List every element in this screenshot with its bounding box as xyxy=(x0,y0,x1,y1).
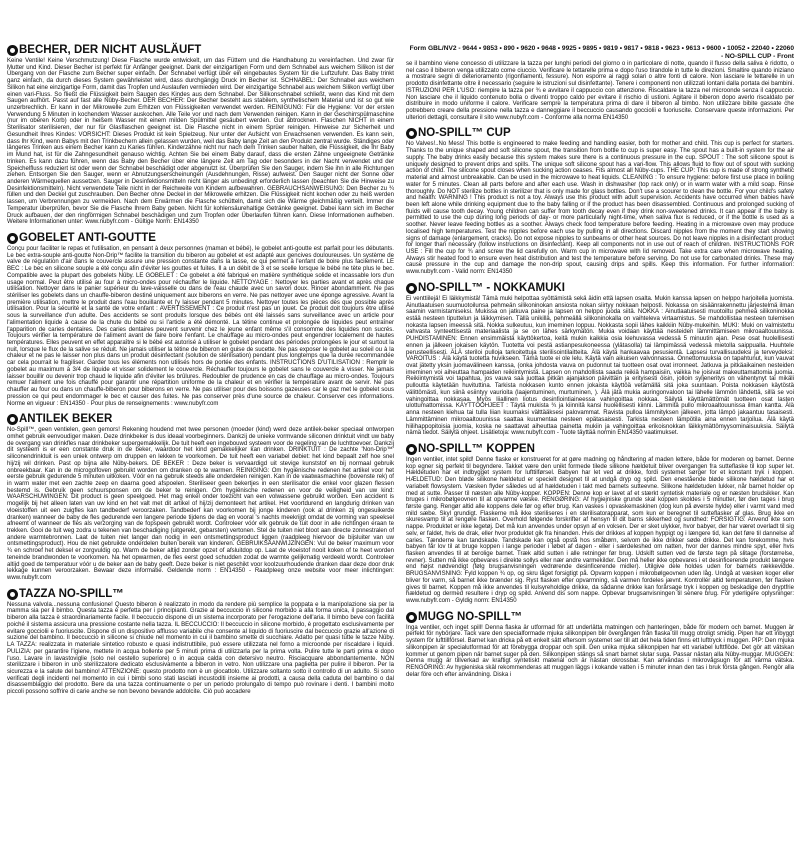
section-dutch xyxy=(7,413,394,582)
section-title-text: BECHER, DER NICHT AUSLÄUFT xyxy=(19,44,202,56)
section-swedish xyxy=(406,611,794,679)
section-title-text: MUGG NO-SPILL™ xyxy=(418,610,523,623)
section-title xyxy=(406,282,794,295)
section-title-text: NO-SPILL™ CUP xyxy=(418,127,511,140)
section-title-text: ANTILEK BEKER xyxy=(19,413,113,426)
section-title xyxy=(7,588,394,601)
left-column xyxy=(7,0,394,841)
section-title xyxy=(406,127,794,140)
italian-continuation: se il bambino viene concesso di utilizzare la tazza per lunghi periodi del giorno o in particolare di notte, quando il flusso della saliva è ridotto, o nel caso il biberon venga utilizzato come ciuccio. Verificare le tettarelle prima e dopo l'uso tirandole in tutte le direzioni. Smaltire quando iniziano a mostrare segni di deterioramento (rigonfiamenti, fessure). Non esporre ai raggi solari o altre fonti di calore. Non lasciare le tettarelle in un prodotto disinfettante oltre il necessario (seguire le istruzioni sul disinfettante). Tenere i componenti non utilizzati lontani dalla portata dei bambini. ISTRUZIONI PER L'USO: riempire la tazza per ¾ e avvitare il cappuccio con attenzione. Riscaldare la tazza nel microonde senza il cappuccio. Non lasciare che il liquido contenuto bolla o diventi troppo caldo per evitare il rischio di ustioni. Agitare il biberon dopo averlo riscaldato per distribuire in modo uniforme il calore. Verificare sempre la temperatura prima di dare il biberon al bimbo. Non utilizzare bibite gassate che potrebbero creare della pressione nella tazza e danneggiare il beccuccio causando gocciolii e fuoriuscite. Conservare queste informazioni. Per ulteriori dettagli, consultare il sito www.nubyfr.com - Conforme alla norma EN14350 xyxy=(406,61,794,121)
section-italian xyxy=(7,588,394,696)
section-body: Keine Ventile! Keine Verschmutzung! Diese Flasche wurde entwickelt, um das Füttern und die Handhabung zu vereinfachen. Und zwar für Mutter und Kind. Dieser Becher ist perfekt für Anfänger geeignet. Dank der einzigartigen Form und dem Schnabel aus weichem Silikon ist der Übergang von der Flasche zum Becher super einfach. Der Schnabel verfügt über ein eingebautes System für die Luftzufuhr. Das Baby trinkt ganz einfach, da durch dieses System gewährleistet wird, dass durchgängig Druck im Becher ist. SCHNABEL: Der Schnabel aus weichem Silikon hat eine einzigartige Form, damit das Tropfen und Auslaufen vermieden wird. Der einzigartige Schnabel aus weichem Silikon verfügt über einen vari-Fluss. So fließt die Flüssigkeit beim Saugen des Kindes aus dem Schnabel. Der Silikonschnabel schließt, wenn das Kind mit dem Saugen aufhört. Passt auf fast alle Nûby-Becher. DER BECHER: Der Becher besteht aus stabilem, synthetischem Material und ist so gut wie unzerbrechlich. Er kann in der Mikrowelle zum Erhitzen von Flüssigkeiten verwendet werden. REINIGUNG: Für die Hygiene: Vor der ersten Verwendung 5 Minuten in kochendem Wasser auskochen. Alle Teile vor und nach dem Verwenden reinigen. Kann in der Geschirrspülmaschine (nur im oberen Korb) oder in heißem Wasser mit einem milden Spülmittel gesäubert werden. Gut abtrocknen. Flaschen NICHT in einem Sterilisator sterilisieren, der nur für Glasflaschen geeignet ist. Die Flasche nicht in einem Sprüer reinigen. Hinweise zur Sicherheit und Gesundheit Ihres Kindes: VORSICHT: Dieses Produkt ist kein Spielzeug. Nur unter der Aufsicht von Erwachsenen verwenden. Es kann sein, dass Ihr Kind, wenn Babys mit den Trinkbechern allein gelassen wurden, weil das Baby lange Zeit an den Produkt zentral wurde. Ständiges oder längeres Trinken aus einem Becher kann zu Karies führen. Kinderzähne nicht nur nach dem Trinken sauber halten, die Flüssigkeit, die Ihr Baby im Mund hat, ist für die Zahngesundheit genauso wichtig. Achten Sie bei einem Baby darauf, dass die ersten Zähne ungeeignete Getränke trinken. Es kann dazu führen, wenn das Baby den Becher über eine längere Zeit am Tag oder besonders in der Nacht verwendet und der Speichelfluss reduziert ist oder wenn der Schnabel beschädigt oder abgenutzt ist. Überprüfen Sie den Sauger, indem Sie ihn in alle Richtungen ziehen. Entsorgen Sie den Sauger, wenn er Abnutzungserscheinungen (Ausdehnungen, Risse) aufweist. Den Sauger nicht der Sonne oder anderen Wärmequellen aussetzen. Sauger in Desinfektionsmitteln nicht länger als unbedingt erforderlich lassen (beachten Sie die Hinweise zu Desinfektionsmitteln). Nicht verwendete Teile nicht in der Reichweite von Kindern aufbewahren. GEBRAUCHSANWEISUNG: Den Becher zu ¾ füllen und den Deckel gut zuschrauben. Den Becher ohne Deckel in der Mikrowelle erhitzen. Die Flüssigkeit nicht kochen oder zu heiß werden lassen, um Verbrennungen zu vermeiden. Nach dem Erwärmen die Flasche schütteln, damit sich die Wärme gleichmäßig verteilt. Immer die Temperatur überprüfen, bevor Sie die Flasche Ihrem Baby geben. Nicht für kohlensäurehaltige Getränke geeignet. Dabei kann sich im Becher Druck aufbauen, der den ringförmigen Schnabel beschädigen und zum Tropfen oder Überlaufen führen kann. Diese Informationen aufheben. Weitere Informationen unter: www.nubyfr.com - Gültige Norm: EN14350 xyxy=(7,58,394,226)
section-title xyxy=(7,232,394,245)
section-body: Inga ventiler, och inget spill! Denna flaska är utformad för att underlätta matningen och hanteringen, både för modern och barnet. Muggen är perfekt för nybörjare. Tack vare den specialformade mjuka silikonpipen blir övergången från flaska till mugg otroligt smidig. Pipen har ett inbyggt system för lufttillförsel. Barnet kan dricka på ett enkelt sätt eftersom systemet ser till att det hela tiden finns ett lufttryck i muggen. PIP: Den mjuka silikonpipen är specialutformad för att förebygga droppar och spill. Den unika mjuka silikonpipen har ett variabel lufttflöde. Det gör att vätskan kommer ut genom pipen när barnet suger på den. Silikonpipen stängs så snart barnet slutar suga. Passar nästan alla Nûby-muggar. MUGGEN: Denna mugg är tillverkad av kraftigt syntetiskt material och är nästan okrossbar. Kan användas i mikrovågsugn för att värma vätska. RENGÖRING: Av hygieniska skäl rekommenderas att muggen läggs i kokande vatten i 5 minuter innan den tas i bruk första gången. Rengör alla delar före och efter användning. Diska i xyxy=(406,624,794,678)
nuby-logo-icon xyxy=(406,283,417,294)
nuby-logo-icon xyxy=(7,45,18,56)
section-body: Nessuna valvola...nessuna confusione! Questo biberon è realizzato in modo da rendere più semplice la poppata e la manipolazione sia per la mamma sia per il bimbo. Questa tazza è perfetta per i principianti. Grazie al beccuccio in silicone morbido a alla forma unica, il passaggio dal biberon alla tazza è straordinariamente facile. Il beccuccio dispone di un sistema incorporato per l'erogazione dell'aria. Il bimbo beve con facilità poiché il sistema assicura una pressione costante nella tazza. IL BECCUCCIO: Il beccuccio in silicone morbido, è progettato esclusivamente per evitare gocciolii e fuoriuscite. Dispone di un dispositivo afflusso variabile che consente al liquido di fuoriuscire dal beccuccio grazie all'azione di suzione del bambino. Il beccuccio in silicone si chiude nel momento in cui il bambino smette di succhiare. Adatto per quasi tutte le tazze Nûby. LA TAZZA: realizzata in materiale sintetico robusto e quasi indistruttibile, può essere utilizzata nel forno a microonde per riscaldare i liquidi. PULIZIA: per garantire l'igiene, mettete in acqua bollente per 5 minuti prima di utilizzarla per la prima volta. Pulire tutte le parti prima e dopo l'uso. Lavare in lavastoviglie (solo nel cestello superiore) o in acqua calda con detersivo neutro. Risciacquare abbondantemente. NON sterilizzare i biberon in uno sterilizzatore dedicato esclusivamente a biberon in vetro. Non utilizzare una paglietta per pulire il biberon. Per la sicurezza e la salute del bambino! ATTENZIONE: questo prodotto non è un giocattolo. Utilizzare soltanto sotto il controllo di un adulto. Si sono verificati degli incidenti nel momento in cui i bimbi sono stati lasciati incustoditi insieme ai prodotti, a causa della caduta del bambino o dal disassemblaggio del prodotto. Bere da una tazza continuamente o per un periodo prolungato di tempo può rovinare i denti. I bambini molto piccoli possono soffrire di carie anche se non bevono bevande addolcite. Ciò può accadere xyxy=(7,601,394,696)
section-title xyxy=(7,413,394,426)
nuby-logo-icon xyxy=(406,444,417,455)
section-body: Ingen ventiler, intet spild! Denne flaske er konstrueret for at gøre madning og håndtering af maden lettere, både for moderen og barnet. Denne kop egner sig perfekt til begyndere. Takket være den unikt formede tilede silikone hældetuit bliver overgangen fra sutteflaske til kop super let. Hældetuden har et indbygget system for lufttilførsel. Babyen har let ved at drikke, fordi systemet sørger for et konstant tryk i koppen. HÆLDETUD: Den bløde silikone hældetud er specielt designet til at undgå dryp og spild. Den enestående bløde silikone hældetud har et variabelt flowsystem. Væsken flyder således ud af hældetuden i takt med barnets sutteevne. Silikone hældetuden lukker, når barnet holder op med at sutte. Passer til næsten alle Nûby-kopper. KOPPEN: Denne kop er lavet af et stærkt syntetisk materiale og er næsten brudsikker. Kan bruges i mikrobølgeovnen til at opvarme væske. RENGØRING: Af hygiejniske grunde skal koppen skoldes i 5 minutter, før den tages i brug første gang. Rengør altid alle koppens dele før og efter brug. Kan vaskes i opvaskemaskinen (dog kun på øverste hylde) eller i varmt vand med mild sæbe. Skyl grundigt. Flaskerne må ikke steriliseres i en sterilisatorapparat, som kun er beregnet til sutteflasker af glas. Brug ikke en skuresvamp til at rengøre flasken. Overhold følgende forskrifter af hensyn til dit barns sikkerhed og sundhed: FORSIGTIG: Anvend ikte som nappe. Produktet er ikke legetøj. Det må kun anvendes under opsyn af en voksen. Der er sket ulykker, hvor babyer, der har været overladt til sig selv, er faldet, hvis de drak, eller hvor produktet gik fra hinanden. Hvis der drikkes af koppen hyppigt og i længere tid, kan det føre til dannelse af caries. Tænderne kan tandskade. Tandskade kan også opstå hos småbørn, selvom de ikke drikker søde drikke. Det kan forekomme, hvis babyen får lov til at bruge koppen i lange perioder i løbet af dagen - eller i særdeleshed om natten, hvor der dannes mindre spyt, eller hvis flasken anvendes til at berolige barnet. Træk altid sutten i alle retninger før brug. Udskift sutten ved de første tegn på slitage (forstørrelse, revner). Sutten må ikke opbevares i direkte sollys eller nær andre varmekilder. Den må heller ikke opbevares i et desinficerende produkt længere end højst nødvendigt (følg brugsanvisningen vedrørende desinficerende midler). Utilgive dele holdes uden for barnets rækkevidde. BRUGSANVISNING: Fyld koppen ¾ op, og skru låget forsigtigt på. Opvarm koppen i mikrobølgeovnen uden låg. Undgå at væsken koger eller bliver for varm, så barnet ikke brænder sig. Ryst flasken efter opvarmning, så varmen fordeles jævnt. Kontrollér altid temperaturen, før flasken gives til barnet. Koppen må ikke anvendes til kulsyreholdige drikke, da sådanne drikke kan forårsage tryk i koppen og beskadige den dryptfrie hældetud og dermed resultere i dryp og spild. Anvend dis som nappe. Opbevar brugsanvisningen til senere brug. For yderligere oplysninger: www.nubyfr.com - Gyldig norm: EN14350 xyxy=(406,456,794,605)
section-body: Conçu pour faciliter le repas et l'utilisation, en pensant à deux personnes (maman et bébé), le gobelet anti-goutte est parfait pour les débutants. Le bec extra-souple anti-goutte Non-Drip™ facilite la transition du biberon au gobelet et est adapté aux gencives douloureuses. Un système de valve de régulation d'air dans le couvercle assure une pression constante dans la tasse, ce qui permet à l'enfant de boire plus facilement. LE BEC : Le bec en silicone souple a été conçu afin d'éviter les gouttes et fuites. Il a un débit de 3 et se scelle lorsque le bébé ne tète plus le bec. Compatible avec la plupart des gobelets Nûby. LE GOBELET : Ce gobelet a été fabriqué en matière synthétique solide et incassable lors d'un usage normal. Peut être utilisé au four à micro-ondes pour réchauffer le liquide. NETTOYAGE : Nettoyer les parties avant et après chaque utilisation. Nettoyer dans le panier supérieur du lave-vaisselle ou dans de l'eau chaude avec un savon doux. Rincer abondamment. Ne pas stériliser les gobelets dans un chauffe-biberon destiné uniquement aux biberons en verre. Ne pas nettoyer avec une éponge agressive. Avant la première utilisation, mettre le produit dans l'eau bouillante et l'y laisser pendant 5 minutes. Nettoyer toutes les pièces dès que possible après utilisation. Pour la sécurité et la santé de votre enfant : AVERTISSEMENT : Ce produit n'est pas un jouet. Ce produit doit toujours être utilisé sous la surveillance d'un adulte. Des accidents se sont produits lorsque des bébés ont été laissés sans surveillance avec un article pour l'alimentation liquide à cause de la chute du bébé ou si l'article a été démonté. La tétine continue et prolongée de liquides peut entraîner l'apparition de caries dentaires. Des caries dentaires peuvent survenir chez le jeune enfant même s'il consomme des liquides non sucrés. Toujours vérifier la température de l'aliment avant de faire boire l'enfant. Le chauffage au micro-ondes peut engendrer localement de hautes températures. Elles peuvent en effet apparaître si le bébé est autorisé à utiliser le gobelet pendant des périodes prolongées le jour et surtout la nuit, lorsque le flux de la salive se réduit. Ne jamais utiliser la tétine de biberon en guise de sucette. Ne pas exposer le gobelet au soleil ou à la chaleur et ne pas le laisser non plus dans un produit désinfectant (solution de stérilisation) pendant plus longtemps que la durée recommandée car cela pourrait le fragiliser. Garder tous les éléments non utilisés hors de portée des enfants. INSTRUCTIONS D'UTILISATION : Remplir le gobelet au maximum à 3/4 de liquide et visser solidement le couvercle. Réchauffer toujours le gobelet sans le couvercle à visser. Ne jamais laisser bouillir ou devenir trop chaud le liquide afin d'éviter les brûlures. Redoubler de prudence en cas de chauffage au micro-ondes. Toujours remuer l'aliment une fois chauffé pour garantir une répartition uniforme de la chaleur et en vérifier la température avant de servir. Ne pas chauffer au four ou dans un chauffe-biberon pour biberons en verre. Ne pas utiliser pour des boissons gazeuses car le gaz met le gobelet sous pression ce qui peut endommager le bec et causer des fuites. Ne pas conserver près d'une source de chaleur. Conserver ces informations. Norme en vigueur : EN14350 · Pour plus de renseignements : www.nubyfr.com xyxy=(7,245,394,407)
nuby-logo-icon xyxy=(406,128,417,139)
section-title-text: GOBELET ANTI-GOUTTE xyxy=(19,231,156,244)
nuby-logo-icon xyxy=(7,589,18,600)
section-finnish xyxy=(406,282,794,437)
form-header: Form GBL/NV2 - 9644 • 9853 • 890 • 9620 • 9648 • 9925 • 9895 • 9819 • 9817 • 9818 • 9623 • 9613 • 9600 • 10052 • 22040 • 22060 - NO-SPILL CUP - Front xyxy=(409,45,794,60)
section-title xyxy=(7,44,394,57)
section-german xyxy=(7,44,394,226)
nuby-logo-icon xyxy=(7,233,18,244)
section-french xyxy=(7,232,394,407)
section-title-text: NO-SPILL™ - NOKKAMUKI xyxy=(418,281,565,294)
section-title-text: TAZZA NO-SPILL™ xyxy=(19,587,124,600)
section-title xyxy=(406,443,794,456)
section-body: No Valves!..No Mess! This bottle is engineered to make feeding and handling easier, both for mother and child. This cup is perfect for starters. Thanks to the unique shaped and soft silicone spout, the transition from bottle to cup is super easy. The spout has a built-in system for the air supply. The baby drinks easily because this system makes sure there is a continuous pressure in the cup. SPOUT : The soft silicone spout is uniquely designed to prevent drips and spills. The unique soft silicone spout has a vari-flow. This allows fluid to flow out of spout with sucking action of child. The silicone spout closes when sucking action ceases. Fits almost all Nûby-cups. THE CUP: This cup is made of strong synthetic material and almost unbreakable. Can be used in the microwave to heat liquids. CLEANING : To ensure hygiene: before first use place in boiling water for 5 minutes. Clean all parts before and after each use. Wash in dishwasher (top rack only) or in warm water with a mild soap. Rinse thoroughly. Do NOT sterilize bottles in sterilizer that is only made for glass bottles. Don't use a scourer to clean the bottle. For your child's safety and health: WARNING ! This product is not a toy. Always use this product with adult supervision. Accidents have occurred when babies have been left alone while drinking equipment due to the baby falling or if the product has been disassembled. Continuous and prolonged sucking of fluids will cause tooth decay. Young children can suffer from tooth decay even if they drink non-sweetened drinks. It can appear if the baby is permitted to use the cup during long periods of day- or more particularly night-time, when saliva flux is reduced, or if the bottle is used as a soother. Never leave feeding bottles as a soother. Always check food temperature before feeding. Heating in a microwave oven may produce localised high temperatures. Test the nipples before each use by pulling in all directions. Discard nipples from the moment they start showing signs of damage (enlargement, cracks). Do not expose nipples to sunbeams or other heat sources. Do not leave nipples in a disinfectant product for longer than necessary (follow instructions on disinfectant). Keep all components not in use out of reach of children. INSTRUCTIONS FOR USE : Fill the cup for ¾ and screw the lid carefully on. Warm cup in microwave with lid removed. Take extra care when microwave heating. Always stir heated food to ensure even heat distribution and test the temperature before serving. Do not use for carbonated drinks. These may cause pressure in the cup and damage the non-drip spout, causing drips and spills. Keep this information. For further information: www.nubyfr.com - Valid norm: EN14350 xyxy=(406,141,794,276)
nuby-logo-icon xyxy=(7,414,18,425)
right-column xyxy=(406,0,794,841)
section-body: No-Spill™, geen ventielen, geen gemors! Rekening houdend met twee personen (moeder (kind) werd deze antilek-beker speciaal ontworpen omhet gebruik eenvoudiger maken. Deze drinkbeker is dus ideaal voorbeginners. Dankzij de unieke vormvande siliconen drinktuit vindt uw baby de overgang van drinkfles naar drinkbeker supergemakkelijk. De tuit heeft een ingebouwd systeem voor de regeling van de luchttoevoer. Dankzij dit systeem is er een constante druk in de beker, waardoor het kind gemakkelijker kan drinken. DRINKTUIT : De zachte 'Non-Drip™' siliconendrinktuit is een uniek ontwerp om druppen en lekken te voorkomen. De tuit heeft een variabel debiet: het kind bepaalt zelf hoe snel hij/zij wil drinken. Past op bijna alle Nûby-bekers. DE BEKER : Deze beker is vervaardigd uit stevige kunststof en bij normaal gebruik onbreekbaar. Kan in de microgolfoven gebruikt worden om dranken op te warmen. REINIGING: Om hygiënische redenen het artikel voor het eerste gebruik gedurende 5 minuten uitkoken. Vóór en na gebruik steeds alle onderdelen reinigen. Kan in de vaatwasmachine (bovenste rek) of in warm water met een zachte zeep en daarna goed afspoelen. Steriliseer geen bekertjes in een sterilisator die enkel voor glazen flessen bestemd is. Gebruik geen schuursponsen om de beker te reinigen. Om hygiënische redenen en voor de veiligheid van uw kind: WAARSCHUWINGEN: Dit product is geen speelgoed. Het mag enkel onder toezicht van een volwassene gebruikt worden. Een accident is mogelijk bij het alleen laten van uw kind en het valt met dit artikel of hij/zij demonteert het artikel. Het voortdurend en langdurig drinken van vloeistoffen uit een zuigfles kan tandbederf veroorzaken. Tandbederf kan voorkomen bij jonge kinderen (ook al drinken zij ongesuikerde dranken) wanneer de baby de fles gedurende een langere periode tijdens de dag en vooral 's nachts meekrijgt omdat de vorming van speeksel afneemt of wanneer de fles als verzorging van de fopspeen gebruikt wordt. Controleer vóór elk gebruik de tuit door in alle richtingen eraan te trekken. Gooi de tuit weg zodra u tekenen van beschadiging (uitgerekt, gebarsten) vertonen. Stel de tuiten niet bloot aan directe zonnestralen of andere warmtebronnen. Laat de tuiten niet langer dan nodig in een ontsmettingsproduct liggen (raadpleeg hiervoor de bijsluiter van uw ontsmettingsproduct). Hou de niet gebruikte onderdelen buiten bereik van kinderen. GEBRUIKSAANWIJZINGEN: Vul de beker maximum voor ¾ en schroef het deksel er zorgvuldig op. Warm de beker altijd zonder opzet of afsluitdop op. Laat de vloeistof nooit koken of te heet worden teneinde brandwonden te voorkomen. Na het opwarmen, de fles eerst goed schudden zodat de warmte gelijkmatig verdeeld wordt. Controleer altijd goed de temperatuur vóór u de beker aan de baby geeft. Deze beker is niet geschikt voor koolzuurhoudende dranken daar deze door druk lekkage kunnen veroorzaken. Bewaar deze informatie. Geldende norm : EN14350 - Raadpleeg onze website voor meer inlichtingen: www.nubyfr.com xyxy=(7,427,394,582)
nuby-logo-icon xyxy=(406,612,417,623)
section-danish xyxy=(406,443,794,605)
section-english xyxy=(406,127,794,275)
section-body: Ei venttiilejä! Ei läikkymistä! Tämä muki helpottaa syöttämistä sekä äidin että lapsen osalta. Mukin kanssa lapsen on helppo harjoitella juomista. Ainutlaatuisen suumuotoilunsa pehmeän silikoninokan ansiosta nokan siirtyy nokkaan helposti. Nokassa on sisäänrakennettu järjestelmä ilman saamin varmistamiseksi. Mukissa on jatkuva paine ja lapsen on helppo juoda siitä. NOKKA : Ainutlaatuisesti muotoiltu pehmeä silikoninokka estää nesteen tiputtelun ja läikkymisen. Tällä unikillä, pehmeällä silikoninokalla on vaihteleva virtaamistus. Se mahdollistaa nesteen tulemisen nokasta lapsen imeessä sitä. Nokka sulkeutuu, kun imeminen loppuu. Nokkasta sopii lähes kaikkiin Nûby-mukeihin. MUKI: Muki on valmistettu vahvasta synteettisestä materiaalista ja se on lähes särkymätön. Mukia voidaan käyttää nesteiden lämmittämiseen mikroaaltouunissa. PUHDISTAMINEN: Ennen ensimmäistä käyttökertoa, keitä mukin kaikkia osia kiehuvassa vedessä 5 minuutin ajan. Pese osat huolellisesti ennen ja jälkeen jokaisen käytön. Tuotetta voi pestä astianpesukoneessa (ylätasolla) tai lämpimässä vedessä mietolla saippualla. Huuhtele perusteellisesti. ÄLÄ steriloi pulloja tarkoitettuja sterilisointilaitteita. Älä käytä hankaavaa pesusientä. Lapsesi turvallisuudeksi ja terveydeksi: VAROITUS : Älä käytä tuotetta huvikseen. Tämä tuote ei ole lelu. Käytä vain aikuisen valvonnassa. Onnettomuuksia on tapahtunut, kun vauvat ovat jätetty yksin juomavälineen kanssa, (onka johdosta vauva on pudonnut tai tuotteen osat ovat irronneet. Jatkuva ja pitkäaikainen nesteiden imeminen voi aiheuttaa hampaiden reikiintymistä. Lapsen on mahdollista saada reikiä hampaisiin, vaikka he joisivat makeuttamattomia juomia. Reikiintymistä voi tapahtua, jos vauva saa juottaa pitkän ajanjakson päivittäin ja erityisesti öisin, jolloin syljeneritys on vähentynyt tai mikäli pulloutta käytetään huvituttina. Tarkista nokkasen kunto ennen jokaista käyttöä vetämällä sitä joka suuntaan. Poista nokkasen käytöstä välittömästi, kun siinä esiintyy vaurioita (laajentuminen, murtuminen, ). Älä jätä mukia auringonvaloon tai lähelle lämmön lähdettä, sillä se voi vahingoittaa nokkasaa. Myös liiallinen liotus desinfiointiaineessa vahingoittaa nokkaa. Säilytä käyttämättömät tuotteen osat lasten ulottumattomissa. KÄYTTÖOHJEET : Täytä mukista ¾ ja kiinnitä kansi huolellisesti kiinni. Lämmitä pullo mikroaaltouunissa ilman kantta. Älä anna nesteen kiehua tai tulla liian kuumaksi välttääksesi palovammat. Ravista pulloa lämmityksen jälkeen, jotta lämpö jakaantuu tasaisesti. Lämmittäminen mikroaaltouunissa saattaa kuumentaa nesteen epätasaisesti. Tarkista nesteen lämpötila aina ennen tarjoilua. Älä käytä hiilihappopitoisia juomia, koska ne saattavat aiheuttaa painetta mukiin ja vahingoittaa erikoisnokkan läikkymättömyysominaisuuksia. Säilytä nämä tiedot. Säilytä ohjeet. Lisätietoja: www.nubyfr.com - Tuote täyttää normin EN14350 vaatimukset. xyxy=(406,295,794,437)
section-title-text: NO-SPILL™ KOPPEN xyxy=(418,442,535,455)
section-title xyxy=(406,611,794,624)
